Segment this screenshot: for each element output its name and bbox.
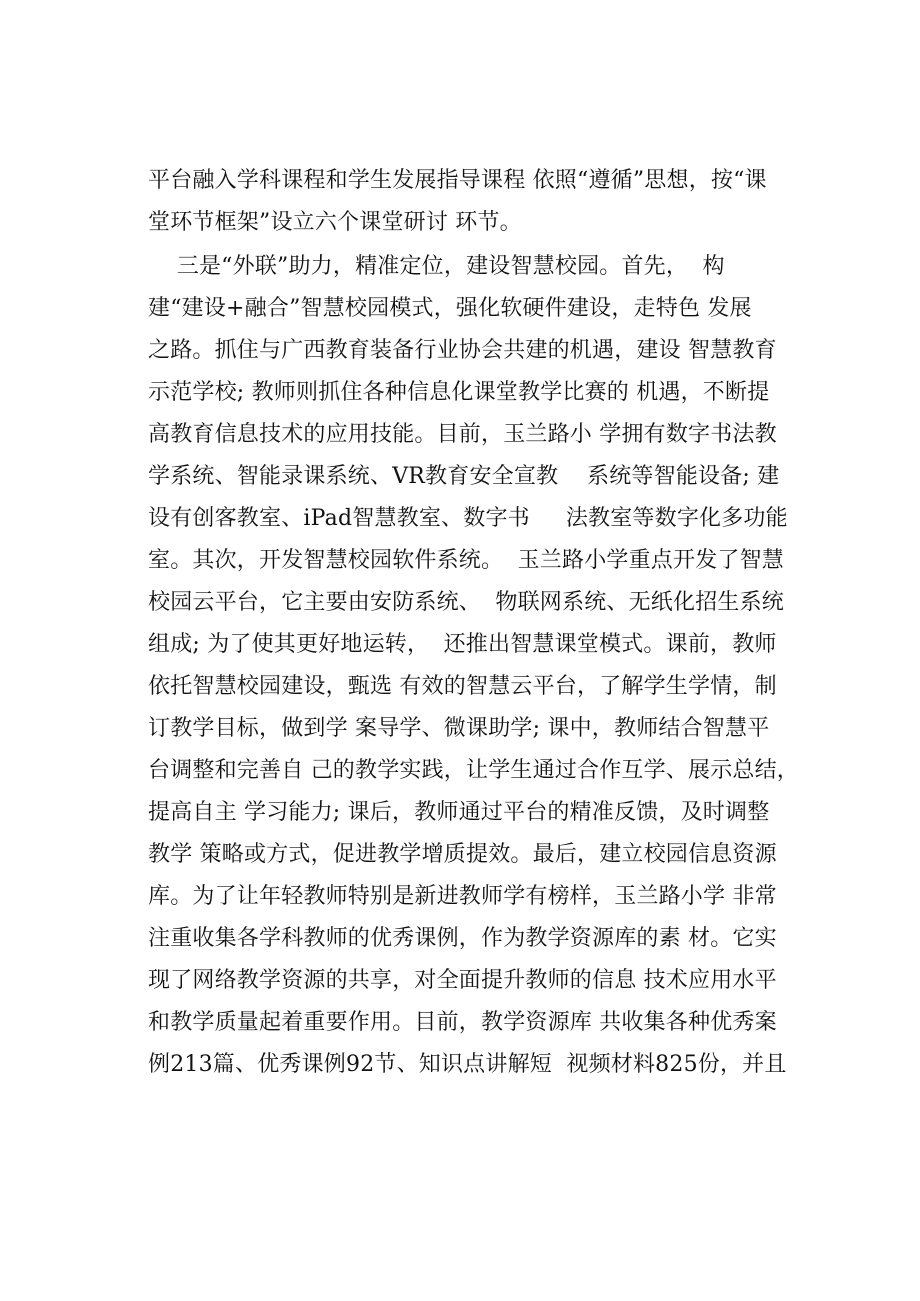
text-line: 校园云平台，它主要由安防系统、 物联网系统、无纸化招生系统 bbox=[148, 590, 784, 615]
text-line: 订教学目标，做到学 案导学、微课助学; 课中，教师结合智慧平 bbox=[148, 716, 770, 741]
text-line: 组成; 为了使其更好地运转， 还推出智慧课堂模式。课前，教师 bbox=[148, 632, 777, 657]
text-line: 教学 策略或方式，促进教学增质提效。最后，建立校园信息资源 bbox=[148, 842, 777, 867]
text-line: 例213篇、优秀课例92节、知识点讲解短 视频材料825份，并且 bbox=[148, 1052, 787, 1077]
text-line: 之路。抓住与广西教育装备行业协会共建的机遇，建设 智慧教育 bbox=[148, 338, 777, 363]
text-line: 堂环节框架”设立六个课堂研讨 环节。 bbox=[148, 210, 522, 235]
text-line: 建“建设+融合”智慧校园模式，强化软硬件建设，走特色 发展 bbox=[148, 296, 752, 321]
text-line: 学系统、智能录课系统、VR教育安全宣教 系统等智能设备; 建 bbox=[148, 464, 780, 489]
text-line: 注重收集各学科教师的优秀课例，作为教学资源库的素 材。它实 bbox=[148, 926, 777, 951]
text-line: 现了网络教学资源的共享，对全面提升教师的信息 技术应用水平 bbox=[148, 968, 777, 993]
text-line: 和教学质量起着重要作用。目前，教学资源库 共收集各种优秀案 bbox=[148, 1010, 777, 1035]
text-line: 平台融入学科课程和学生发展指导课程 依照“遵循”思想，按“课 bbox=[148, 168, 767, 193]
text-line: 高教育信息技术的应用技能。目前，玉兰路小 学拥有数字书法教 bbox=[148, 422, 777, 447]
text-line: 设有创客教室、iPad智慧教室、数字书 法教室等数字化多功能 bbox=[148, 506, 788, 531]
text-line: 依托智慧校园建设，甄选 有效的智慧云平台，了解学生学情，制 bbox=[148, 674, 777, 699]
text-line: 台调整和完善自 己的教学实践，让学生通过合作互学、展示总结， bbox=[148, 758, 799, 783]
body-text bbox=[148, 160, 808, 1086]
paragraph-start-line: 三是“外联”助力，精准定位，建设智慧校园。首先， 构 bbox=[148, 254, 725, 279]
text-line: 示范学校; 教师则抓住各种信息化课堂教学比赛的 机遇，不断提 bbox=[148, 380, 770, 405]
text-line: 提高自主 学习能力; 课后，教师通过平台的精准反馈，及时调整 bbox=[148, 800, 770, 825]
text-line: 室。其次，开发智慧校园软件系统。 玉兰路小学重点开发了智慧 bbox=[148, 548, 784, 573]
text-line: 库。为了让年轻教师特别是新进教师学有榜样，玉兰路小学 非常 bbox=[148, 884, 777, 909]
